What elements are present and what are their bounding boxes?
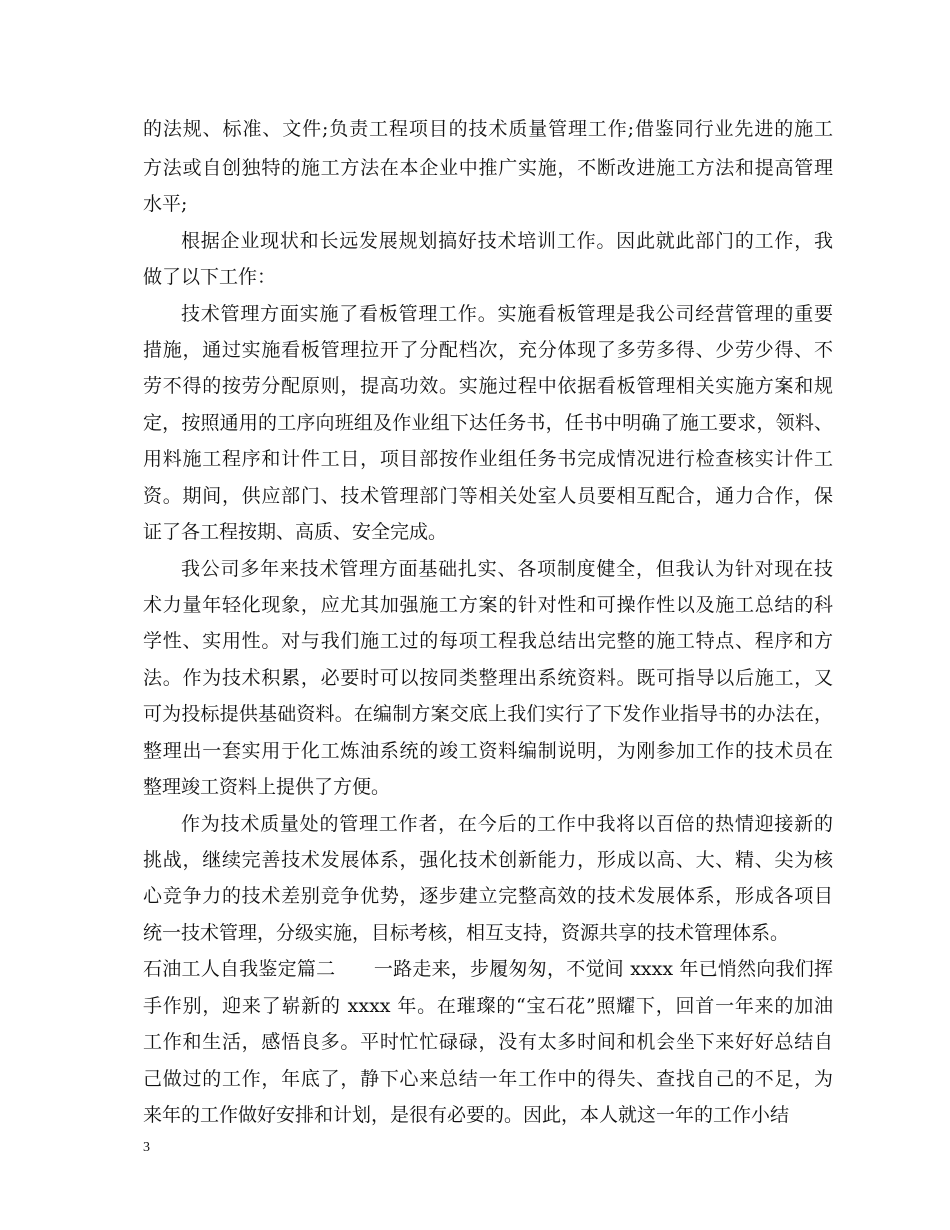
text-line: 技术管理方面实施了看板管理工作。实施看板管理是我公司经营管理的重要 xyxy=(181,303,833,325)
text-line: 作为技术质量处的管理工作者，在今后的工作中我将以百倍的热情迎接新的 xyxy=(181,813,833,835)
text-line: 手作别，迎来了崭新的 xxxx 年。在璀璨的“宝石花”照耀下，回首一年来的加油 xyxy=(143,995,833,1017)
text-line: 法。作为技术积累，必要时可以按同类整理出系统资料。既可指导以后施工，又 xyxy=(143,667,833,689)
text-line: 做了以下工作： xyxy=(143,266,277,288)
text-line: 资。期间，供应部门、技术管理部门等相关处室人员要相互配合，通力合作，保 xyxy=(143,485,833,507)
text-line: 水平; xyxy=(143,193,188,215)
text-line: 可为投标提供基础资料。在编制方案交底上我们实行了下发作业指导书的办法在， xyxy=(143,703,833,725)
text-line: 整理出一套实用于化工炼油系统的竣工资料编制说明，为刚参加工作的技术员在 xyxy=(143,740,833,762)
text-line: 我公司多年来技术管理方面基础扎实、各项制度健全，但我认为针对现在技 xyxy=(181,558,833,580)
text-line: 石油工人自我鉴定篇二 一路走来，步履匆匆，不觉间 xxxx 年已悄然向我们挥 xyxy=(143,958,833,980)
text-line: 术力量年轻化现象，应尤其加强施工方案的针对性和可操作性以及施工总结的科 xyxy=(143,594,833,616)
text-line: 心竞争力的技术差别竞争优势，逐步建立完整高效的技术发展体系，形成各项目 xyxy=(143,885,833,907)
text-line: 用料施工程序和计件工日，项目部按作业组任务书完成情况进行检查核实计件工 xyxy=(143,448,833,470)
text-line: 学性、实用性。对与我们施工过的每项工程我总结出完整的施工特点、程序和方 xyxy=(143,630,833,652)
text-line: 根据企业现状和长远发展规划搞好技术培训工作。因此就此部门的工作，我 xyxy=(181,230,833,252)
text-line: 劳不得的按劳分配原则，提高功效。实施过程中依据看板管理相关实施方案和规 xyxy=(143,375,833,397)
text-line: 定，按照通用的工序向班组及作业组下达任务书，任书中明确了施工要求，领料、 xyxy=(143,412,833,434)
page-number: 3 xyxy=(143,1140,150,1155)
text-line: 方法或自创独特的施工方法在本企业中推广实施，不断改进施工方法和提高管理 xyxy=(143,157,833,179)
text-line: 证了各工程按期、高质、安全完成。 xyxy=(143,521,448,543)
text-line: 措施，通过实施看板管理拉开了分配档次，充分体现了多劳多得、少劳少得、不 xyxy=(143,339,833,361)
text-line: 统一技术管理，分级实施，目标考核，相互支持，资源共享的技术管理体系。 xyxy=(143,922,790,944)
text-line: 工作和生活，感悟良多。平时忙忙碌碌，没有太多时间和机会坐下来好好总结自 xyxy=(143,1031,833,1053)
text-line: 来年的工作做好安排和计划，是很有必要的。因此，本人就这一年的工作小结 xyxy=(143,1104,790,1126)
text-line: 整理竣工资料上提供了方便。 xyxy=(143,776,391,798)
text-line: 挑战，继续完善技术发展体系，强化技术创新能力，形成以高、大、精、尖为核 xyxy=(143,849,833,871)
text-line: 己做过的工作，年底了，静下心来总结一年工作中的得失、查找自己的不足，为 xyxy=(143,1068,833,1090)
text-line: 的法规、标准、文件;负责工程项目的技术质量管理工作;借鉴同行业先进的施工 xyxy=(143,118,833,140)
